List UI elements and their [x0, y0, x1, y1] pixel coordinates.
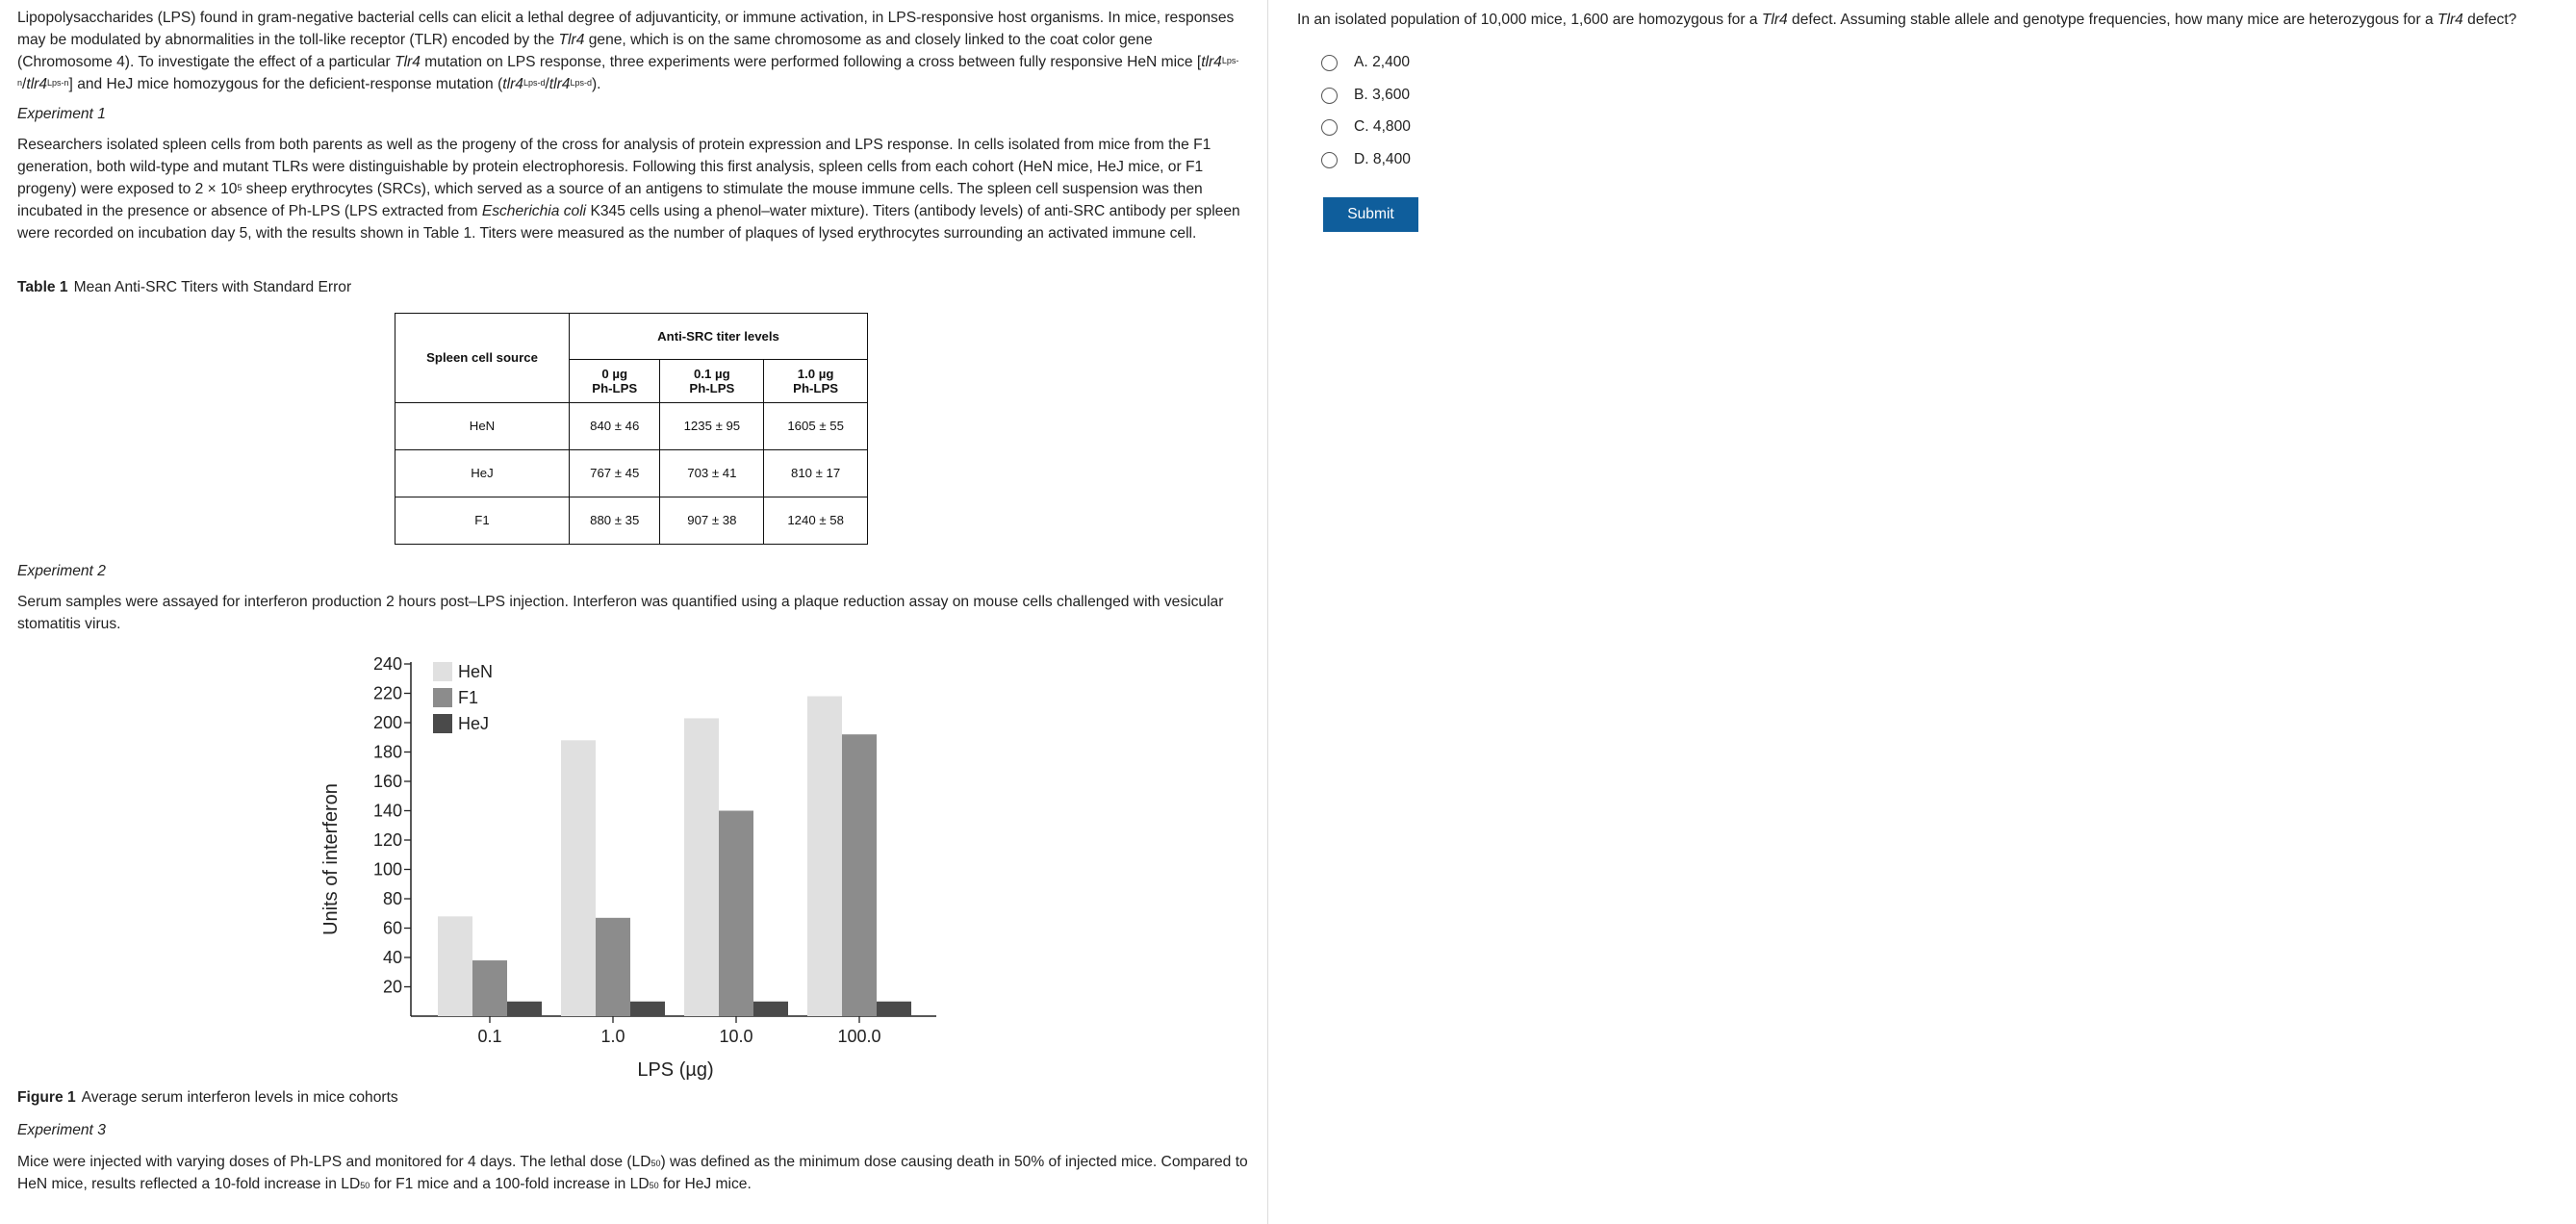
experiment-1-text: K345 cells using a phenol–water mixture). Titers (antibody levels) of anti-SRC antibody per spleen were recorded on incubation day 5, with the results shown in Table 1. Titers were measured as the number of plaques of lysed erythrocytes surrounding an activated immune cell.: [17, 203, 1240, 242]
allele-separator: /: [545, 76, 549, 92]
experiment-3-text: for HeJ mice.: [658, 1176, 752, 1192]
question-text: defect?: [2462, 12, 2517, 28]
subscript: 50: [649, 1181, 659, 1190]
y-tick-label: 200: [372, 713, 402, 732]
gene-name: Tlr4: [395, 54, 421, 70]
dose-unit: Ph-LPS: [592, 380, 638, 395]
experiment-1-paragraph: [17, 134, 1249, 244]
allele-superscript: Lps-n: [47, 78, 69, 88]
intro-text: Lipopolysaccharides (LPS) found in gram-negative bacterial cells can elicit a lethal degree of adjuvanticity, or immune activation, in LPS-responsive host organisms. In mice, responses may be modulated by abnormalities in the toll-like receptor (TLR) encoded by the: [17, 10, 1235, 48]
question-stem: [1297, 9, 2567, 31]
radio-button[interactable]: [1321, 55, 1338, 71]
y-tick-label: 100: [372, 859, 402, 880]
allele-superscript: Lps-d: [570, 78, 592, 88]
table-cell: 907 ± 38: [660, 497, 764, 544]
table-cell: 810 ± 17: [764, 449, 868, 497]
radio-button[interactable]: [1321, 119, 1338, 136]
table-cell-source: HeN: [395, 402, 570, 449]
allele-superscript: Lps-d: [523, 78, 546, 88]
bar-hej-100.0: [877, 1002, 911, 1016]
figure-1-caption: [17, 1089, 398, 1107]
option-label: C. 4,800: [1354, 118, 1411, 135]
table-row: [395, 497, 868, 544]
allele-name: tlr4: [1201, 54, 1222, 70]
gene-name: Tlr4: [1761, 12, 1788, 28]
dose-amount: 0 µg: [601, 366, 628, 381]
experiment-3-text: Mice were injected with varying doses of Ph-LPS and monitored for 4 days. The lethal dose (LD: [17, 1154, 651, 1170]
allele-name: tlr4: [26, 76, 48, 92]
chart-bars: [438, 697, 911, 1016]
table-cell: 1240 ± 58: [764, 497, 868, 544]
table-row: [395, 402, 868, 449]
bar-hen-0.1: [438, 916, 472, 1016]
chart-legend: [433, 662, 493, 733]
table-header-dose: [764, 360, 868, 403]
table-cell: 1235 ± 95: [660, 402, 764, 449]
y-tick-label: 240: [372, 654, 402, 674]
radio-button[interactable]: [1321, 88, 1338, 104]
table-cell: 840 ± 46: [570, 402, 660, 449]
gene-name: Tlr4: [558, 32, 585, 48]
x-tick-label: 100.0: [837, 1027, 881, 1046]
x-axis-label: LPS (µg): [637, 1059, 714, 1080]
experiment-1-text: Researchers isolated spleen cells from both parents as well as the progeny of the cross for analysis of protein expression and LPS response. In cells isolated from mice from the F1 generation, both wild-type and mutant TLRs were distinguishable by protein electrophoresis. Following this first analysis, spleen cells from each cohort (HeN mice, HeJ mice, or F1 progeny) were exposed to 2 × 10: [17, 137, 1211, 197]
y-tick-label: 40: [382, 948, 402, 967]
allele-superscript: Lps-n: [17, 56, 1239, 88]
x-tick-label: 1.0: [600, 1027, 625, 1046]
y-tick-label: 220: [372, 683, 402, 703]
table-row: [395, 449, 868, 497]
dose-amount: 0.1 µg: [694, 366, 730, 381]
exponent: 5: [237, 183, 242, 192]
table-cell: 1605 ± 55: [764, 402, 868, 449]
intro-text: mutation on LPS response, three experiments were performed following a cross between fully responsive HeN mice [: [420, 54, 1202, 70]
allele-name: tlr4: [548, 76, 571, 92]
bar-hej-10.0: [753, 1002, 788, 1016]
y-tick-label: 140: [372, 801, 402, 821]
allele-separator: /: [22, 76, 27, 92]
intro-paragraph: [17, 7, 1249, 95]
intro-text: ).: [591, 76, 601, 92]
bar-hen-1.0: [561, 740, 596, 1016]
y-tick-label: 160: [372, 772, 402, 791]
figure-title: Average serum interferon levels in mice cohorts: [81, 1089, 398, 1106]
experiment-3-text: ) was defined as the minimum dose causing death in 50% of injected mice. Compared to HeN mice, results reflected a 10-fold increase in LD: [17, 1154, 1248, 1192]
experiment-3-heading: Experiment 3: [17, 1122, 106, 1138]
table-cell: 880 ± 35: [570, 497, 660, 544]
organism-name: Escherichia coli: [481, 203, 587, 219]
y-tick-label: 20: [382, 977, 402, 997]
experiment-3-paragraph: [17, 1151, 1249, 1195]
table-header-dose: [660, 360, 764, 403]
table-1-caption: [17, 279, 351, 296]
bar-hen-100.0: [807, 697, 842, 1016]
titer-table: [395, 313, 868, 545]
answer-option-d[interactable]: [1321, 148, 1411, 171]
question-text: defect. Assuming stable allele and genotype frequencies, how many mice are heterozygous for a: [1787, 12, 2437, 28]
option-label: A. 2,400: [1354, 54, 1411, 70]
y-tick-label: 80: [382, 889, 402, 908]
table-title: Mean Anti-SRC Titers with Standard Error: [73, 279, 352, 295]
y-tick-label: 180: [372, 742, 402, 762]
table-cell: 703 ± 41: [660, 449, 764, 497]
table-cell-source: F1: [395, 497, 570, 544]
legend-swatch-hej: [433, 714, 452, 733]
x-tick-label: 10.0: [719, 1027, 753, 1046]
question-text: In an isolated population of 10,000 mice, 1,600 are homozygous for a: [1297, 12, 1762, 28]
option-label: B. 3,600: [1354, 87, 1411, 103]
table-label: Table 1: [17, 279, 68, 295]
intro-text: ] and HeJ mice homozygous for the deficient-response mutation (: [68, 76, 503, 92]
experiment-2-paragraph: Serum samples were assayed for interferon production 2 hours post–LPS injection. Interferon was quantified using a plaque reduction assay on mouse cells challenged with vesicular stomatitis virus.: [17, 594, 1224, 632]
experiment-1-text: sheep erythrocytes (SRCs), which served as a source of an antigens to stimulate the mouse immune cells. The spleen cell suspension was then incubated in the presence or absence of Ph-LPS (LPS extracted from: [17, 181, 1203, 219]
subscript: 50: [650, 1159, 661, 1168]
bar-hej-1.0: [630, 1002, 665, 1016]
interferon-chart: [318, 647, 972, 1080]
submit-button[interactable]: Submit: [1323, 197, 1418, 232]
gene-name: Tlr4: [2436, 12, 2463, 28]
x-tick-label: 0.1: [477, 1027, 502, 1046]
table-header-group: Anti-SRC titer levels: [570, 314, 868, 360]
legend-swatch-f1: [433, 688, 452, 707]
y-tick-label: 120: [372, 830, 402, 850]
table-cell: 767 ± 45: [570, 449, 660, 497]
dose-unit: Ph-LPS: [793, 380, 839, 395]
experiment-3-text: for F1 mice and a 100-fold increase in LD: [370, 1176, 650, 1192]
dose-unit: Ph-LPS: [689, 380, 735, 395]
passage-panel: [0, 0, 1268, 1224]
y-tick-label: 60: [382, 918, 402, 938]
experiment-2-heading: Experiment 2: [17, 563, 106, 579]
bar-f1-0.1: [472, 960, 507, 1016]
answer-option-b[interactable]: [1321, 84, 1410, 107]
question-panel: [1268, 0, 2576, 1224]
legend-label: HeJ: [458, 714, 490, 733]
figure-label: Figure 1: [17, 1089, 76, 1106]
dose-amount: 1.0 µg: [797, 366, 834, 381]
legend-label: HeN: [458, 662, 494, 681]
bar-hen-10.0: [684, 718, 719, 1016]
bar-f1-10.0: [719, 811, 753, 1017]
option-label: D. 8,400: [1354, 151, 1411, 167]
table-header-source: Spleen cell source: [395, 314, 570, 403]
table-header-dose: [570, 360, 660, 403]
table-cell-source: HeJ: [395, 449, 570, 497]
answer-option-c[interactable]: [1321, 115, 1411, 139]
y-axis-label: Units of interferon: [320, 783, 342, 935]
bar-f1-100.0: [842, 734, 877, 1016]
legend-swatch-hen: [433, 662, 452, 681]
bar-hej-0.1: [507, 1002, 542, 1016]
answer-option-a[interactable]: [1321, 51, 1410, 74]
intro-text: gene, which is on the same chromosome as and closely linked to the coat color gene (Chromosome 4). To investigate the effect of a particular: [17, 32, 1153, 70]
experiment-1-heading: Experiment 1: [17, 106, 106, 122]
allele-name: tlr4: [502, 76, 523, 92]
bar-f1-1.0: [596, 918, 630, 1016]
subscript: 50: [360, 1181, 370, 1190]
legend-label: F1: [458, 688, 479, 707]
radio-button[interactable]: [1321, 152, 1338, 168]
